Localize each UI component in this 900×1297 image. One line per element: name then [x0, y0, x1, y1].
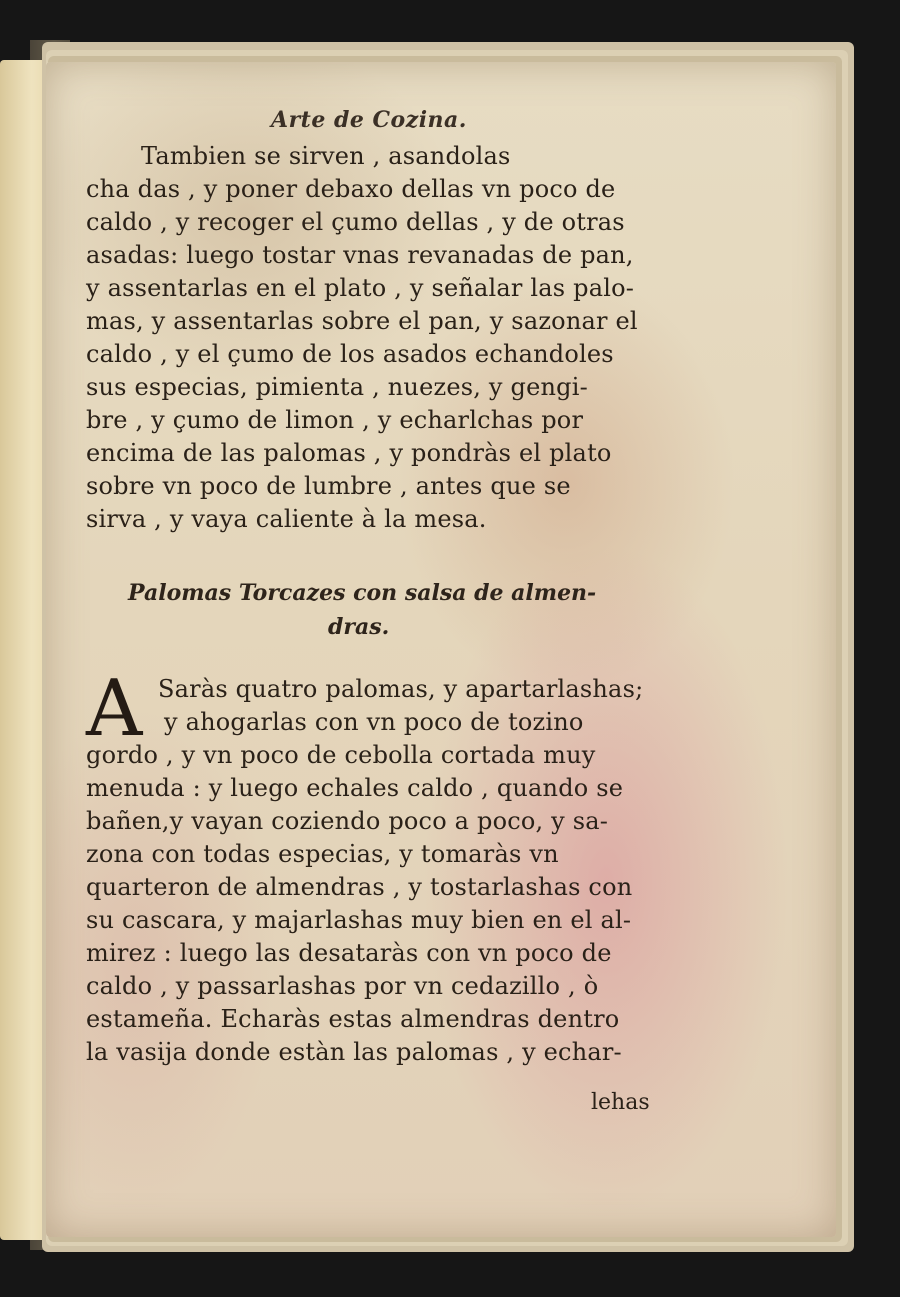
text-line: menuda : y luego echales caldo , quando se — [86, 774, 624, 802]
text-line: cha das , y poner debaxo dellas vn poco de — [86, 175, 616, 203]
text-line: zona con todas especias, y tomaràs vn — [86, 840, 559, 868]
text-line: sirva , y vaya caliente à la mesa. — [86, 505, 487, 533]
text-line: bre , y çumo de limon , y echarlchas por — [86, 406, 584, 434]
text-line: Tambien se sirven , asandolas — [141, 142, 511, 170]
text-line: sus especias, pimienta , nuezes, y gengi- — [86, 373, 588, 401]
text-line: la vasija donde estàn las palomas , y echar- — [86, 1038, 622, 1066]
section-heading-line: dras. — [328, 614, 390, 640]
text-line: mirez : luego las desataràs con vn poco de — [86, 939, 612, 967]
text-line: su cascara, y majarlashas muy bien en el al- — [86, 906, 632, 934]
catchword: lehas — [591, 1090, 650, 1115]
text-line: Saràs quatro palomas, y apartarlashas; — [158, 675, 644, 703]
text-line: quarteron de almendras , y tostarlashas con — [86, 873, 633, 901]
text-line: encima de las palomas , y pondràs el plato — [86, 439, 612, 467]
book-page — [46, 62, 836, 1237]
text-line: sobre vn poco de lumbre , antes que se — [86, 472, 571, 500]
section-heading-line: Palomas Torcazes con salsa de almen- — [128, 580, 597, 606]
text-line: caldo , y el çumo de los asados echandoles — [86, 340, 614, 368]
text-line: mas, y assentarlas sobre el pan, y sazonar el — [86, 307, 638, 335]
text-line: caldo , y passarlashas por vn cedazillo , ò — [86, 972, 599, 1000]
text-line: gordo , y vn poco de cebolla cortada muy — [86, 741, 596, 769]
text-line: caldo , y recoger el çumo dellas , y de otras — [86, 208, 625, 236]
text-line: estameña. Echaràs estas almendras dentro — [86, 1005, 620, 1033]
text-line: asadas: luego tostar vnas revanadas de pan, — [86, 241, 634, 269]
text-line: bañen,y vayan coziendo poco a poco, y sa- — [86, 807, 609, 835]
drop-cap: A — [86, 664, 143, 754]
text-line: y ahogarlas con vn poco de tozino — [164, 708, 584, 736]
running-head: Arte de Cozina. — [271, 107, 467, 133]
text-line: y assentarlas en el plato , y señalar las palo- — [86, 274, 635, 302]
